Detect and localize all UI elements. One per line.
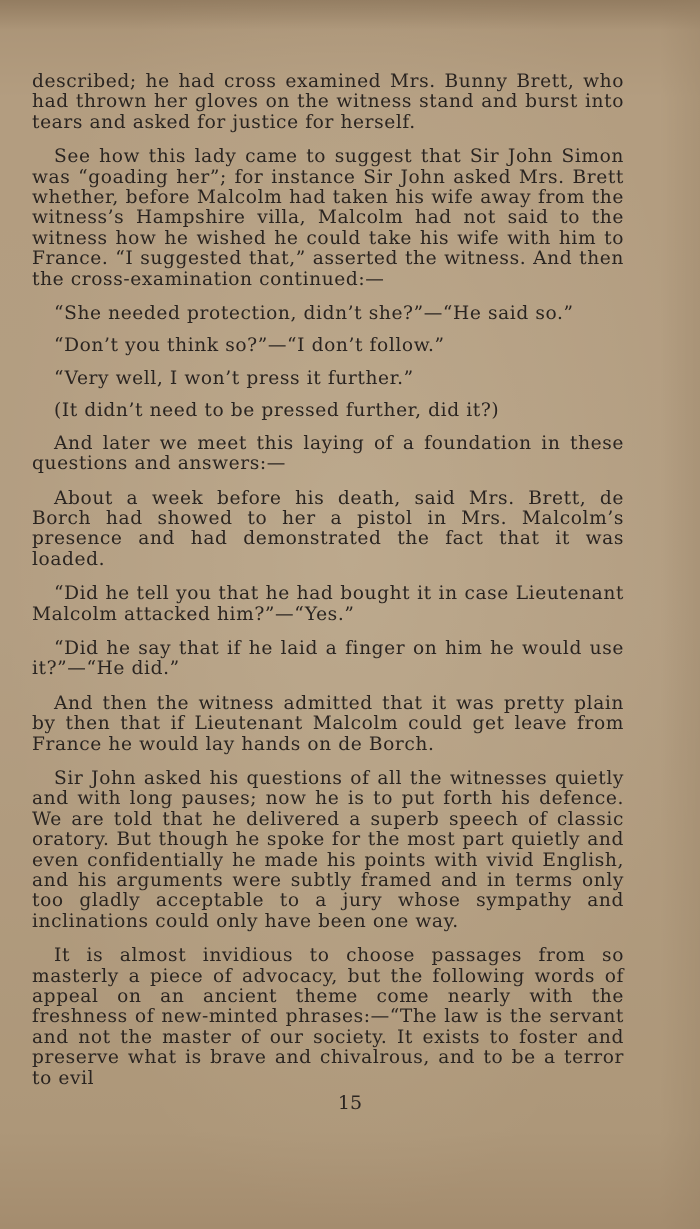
paragraph-9: “Did he tell you that he had bought it in case Lieutenant Malcolm attacked him?”—“Yes.” [32,583,624,625]
paragraph-3: “She needed protection, didn’t she?”—“He said so.” [54,303,574,325]
paragraph-7: And later we meet this laying of a foundation in these questions and answers:— [32,432,624,475]
paragraph-12: Sir John asked his questions of all the witnesses quietly and with long pauses; now he is to put forth his defence. We are told that he delivered a superb speech of classic oratory. But though he spoke for the most part quietly and even confidentially he made his points with vivid English, and his arguments were subtly framed and in terms only too gladly acceptable to a jury whose sympathy and inclinations could only have been one way. [32,767,624,932]
paragraph-10: “Did he say that if he laid a finger on him he would use it?”—“He did.” [32,637,624,680]
paragraph-4: “Don’t you think so?”—“I don’t follow.” [54,335,445,357]
body-text [32,72,624,1103]
page-number: 15 [337,1092,363,1114]
paragraph-1: described; he had cross examined Mrs. Bunny Brett, who had thrown her gloves on the witness stand and burst into tears and asked for justice for herself. [32,71,624,133]
paragraph-5: “Very well, I won’t press it further.” [54,367,414,389]
paragraph-6: (It didn’t need to be pressed further, did it?) [54,400,500,422]
page-top-shadow [0,0,700,30]
paragraph-8: About a week before his death, said Mrs. Brett, de Borch had showed to her a pistol in Mrs. Malcolm’s presence and had demonstrated the fact that it was loaded. [32,487,624,570]
paragraph-13: It is almost invidious to choose passages from so masterly a piece of advocacy, but the following words of appeal on an ancient theme come nearly with the freshness of new-minted phrases:—“The law is the servant and not the master of our society. It exists to foster and preserve what is brave and chivalrous, and to be a terror to evil [32,945,624,1089]
paragraph-11: And then the witness admitted that it was pretty plain by then that if Lieutenant Malcolm could get leave from France he would lay hands on de Borch. [32,692,624,755]
page-right-shadow [660,0,700,1229]
paragraph-2: See how this lady came to suggest that Sir John Simon was “goading her”; for instance Sir John asked Mrs. Brett whether, before Malcolm had taken his wife away from the witness’s Hampshire villa, Malcolm had not said to the witness how he wished he could take his wife with him to France. “I suggested that,” asserted the witness. And then the cross-examination continued:— [32,146,624,290]
